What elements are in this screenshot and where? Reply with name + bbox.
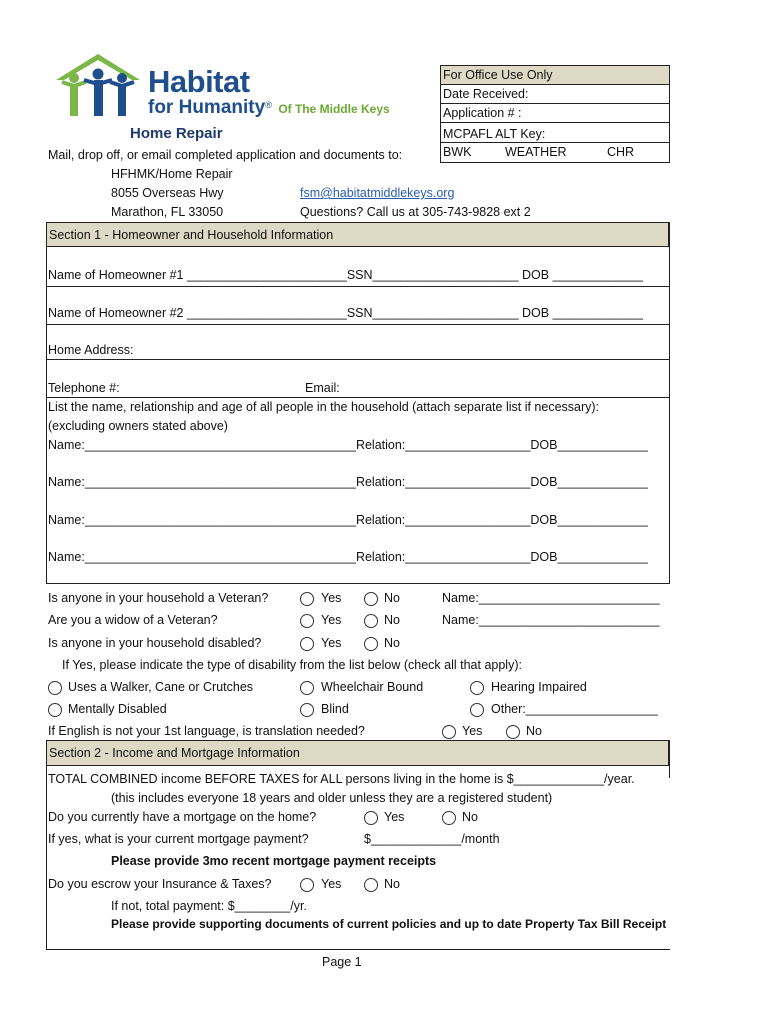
- registered-mark: ®: [265, 99, 272, 110]
- escrow-yes-label: Yes: [321, 877, 342, 891]
- escrow-no-radio[interactable]: [364, 878, 378, 892]
- member-row[interactable]: Name:_______________________________________Relation:__________________DOB_____________: [48, 550, 648, 564]
- office-date-received: Date Received:: [441, 85, 669, 104]
- habitat-logo: [52, 52, 392, 124]
- affiliate-name: Of The Middle Keys: [278, 102, 390, 116]
- office-application-number: Application # :: [441, 104, 669, 123]
- translation-no-label: No: [526, 724, 542, 738]
- disabled-yes-radio[interactable]: [300, 637, 314, 651]
- submit-address-line1: HFHMK/Home Repair: [111, 167, 233, 181]
- mortgage-no-label: No: [462, 810, 478, 824]
- office-weather: WEATHER: [505, 145, 567, 159]
- mortgage-yes-radio[interactable]: [364, 811, 378, 825]
- office-use-box: [440, 65, 670, 163]
- escrow-question: Do you escrow your Insurance & Taxes?: [48, 877, 272, 891]
- disabled-question: Is anyone in your household disabled?: [48, 636, 262, 650]
- mental-label: Mentally Disabled: [68, 702, 167, 716]
- brand-habitat: Habitat: [148, 64, 250, 99]
- veteran-name-field[interactable]: Name:__________________________: [442, 591, 660, 605]
- office-use-header: For Office Use Only: [441, 66, 669, 85]
- mortgage-no-radio[interactable]: [442, 811, 456, 825]
- brand-for-humanity: for Humanity: [148, 97, 266, 118]
- submit-instruction: Mail, drop off, or email completed application and documents to:: [48, 148, 403, 162]
- veteran-question: Is anyone in your household a Veteran?: [48, 591, 269, 605]
- telephone-field[interactable]: Telephone #:: [48, 381, 120, 395]
- member-row[interactable]: Name:_______________________________________Relation:__________________DOB_____________: [48, 513, 648, 527]
- member-row[interactable]: Name:_______________________________________Relation:__________________DOB_____________: [48, 438, 648, 452]
- house-people-icon: [52, 52, 144, 122]
- hearing-radio[interactable]: [470, 681, 484, 695]
- veteran-no-radio[interactable]: [364, 592, 378, 606]
- veteran-yes-radio[interactable]: [300, 592, 314, 606]
- translation-question: If English is not your 1st language, is translation needed?: [48, 724, 365, 738]
- wheelchair-label: Wheelchair Bound: [321, 680, 424, 694]
- submit-address-line3: Marathon, FL 33050: [111, 205, 224, 219]
- widow-yes-radio[interactable]: [300, 614, 314, 628]
- translation-yes-label: Yes: [462, 724, 483, 738]
- office-bwk: BWK: [443, 145, 472, 159]
- widow-yes-label: Yes: [321, 613, 342, 627]
- form-title: Home Repair: [130, 125, 223, 142]
- receipts-note: Please provide 3mo recent mortgage payment receipts: [111, 854, 437, 868]
- veteran-yes-label: Yes: [321, 591, 342, 605]
- office-alt-key: MCPAFL ALT Key:: [441, 123, 669, 143]
- home-address-field[interactable]: Home Address:: [48, 343, 134, 357]
- blind-label: Blind: [321, 702, 349, 716]
- disabled-no-label: No: [384, 636, 400, 650]
- escrow-yes-radio[interactable]: [300, 878, 314, 892]
- mortgage-yes-label: Yes: [384, 810, 405, 824]
- income-note: (this includes everyone 18 years and older unless they are a registered student): [111, 791, 553, 805]
- mortgage-question: Do you currently have a mortgage on the home?: [48, 810, 317, 824]
- disabled-yes-label: Yes: [321, 636, 342, 650]
- translation-yes-radio[interactable]: [442, 725, 456, 739]
- disability-prompt: If Yes, please indicate the type of disability from the list below (check all that apply):: [62, 658, 522, 672]
- veteran-no-label: No: [384, 591, 400, 605]
- hearing-label: Hearing Impaired: [491, 680, 587, 694]
- household-list-note: (excluding owners stated above): [48, 419, 228, 433]
- policies-note: Please provide supporting documents of current policies and up to date Property Tax Bill Receipt: [111, 917, 667, 931]
- other-field[interactable]: Other:___________________: [491, 702, 658, 716]
- other-radio[interactable]: [470, 703, 484, 717]
- questions-phone: Questions? Call us at 305-743-9828 ext 2: [300, 205, 531, 219]
- office-chr: CHR: [607, 145, 635, 159]
- widow-name-field[interactable]: Name:__________________________: [442, 613, 660, 627]
- income-field[interactable]: TOTAL COMBINED income BEFORE TAXES for ALL persons living in the home is $_____________/year.: [48, 772, 635, 786]
- disabled-no-radio[interactable]: [364, 637, 378, 651]
- payment-field[interactable]: $_____________/month: [364, 832, 500, 846]
- widow-question: Are you a widow of a Veteran?: [48, 613, 218, 627]
- walker-label: Uses a Walker, Cane or Crutches: [68, 680, 254, 694]
- homeowner2-line[interactable]: Name of Homeowner #2 _______________________SSN_____________________ DOB _____________: [48, 306, 643, 320]
- submit-address-line2: 8055 Overseas Hwy: [111, 186, 224, 200]
- section2-header: Section 2 - Income and Mortgage Information: [46, 740, 669, 766]
- blind-radio[interactable]: [300, 703, 314, 717]
- wheelchair-radio[interactable]: [300, 681, 314, 695]
- total-payment-field[interactable]: If not, total payment: $________/yr.: [111, 899, 307, 913]
- walker-radio[interactable]: [48, 681, 62, 695]
- email-link[interactable]: fsm@habitatmiddlekeys.org: [300, 186, 455, 200]
- mental-radio[interactable]: [48, 703, 62, 717]
- translation-no-radio[interactable]: [506, 725, 520, 739]
- member-row[interactable]: Name:_______________________________________Relation:__________________DOB_____________: [48, 475, 648, 489]
- household-list-instruction: List the name, relationship and age of all people in the household (attach separate list if necessary):: [48, 400, 600, 414]
- widow-no-radio[interactable]: [364, 614, 378, 628]
- payment-question: If yes, what is your current mortgage payment?: [48, 832, 309, 846]
- section1-header: Section 1 - Homeowner and Household Information: [46, 222, 669, 247]
- homeowner1-line[interactable]: Name of Homeowner #1 _______________________SSN_____________________ DOB _____________: [48, 268, 643, 282]
- widow-no-label: No: [384, 613, 400, 627]
- email-field[interactable]: Email:: [305, 381, 340, 395]
- page-number: Page 1: [322, 955, 362, 969]
- escrow-no-label: No: [384, 877, 400, 891]
